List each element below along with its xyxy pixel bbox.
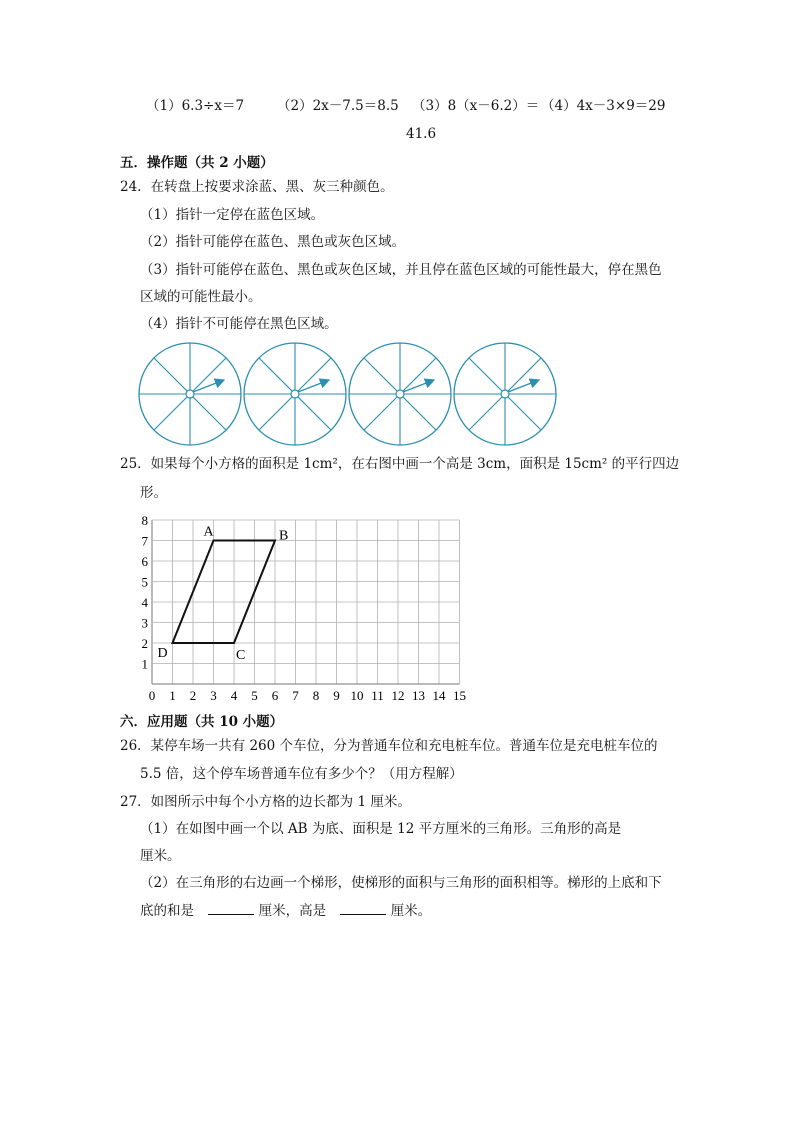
q27-part2-line-1: （2）在三角形的右边画一个梯形，使梯形的面积与三角形的面积相等。梯形的上底和下	[140, 875, 662, 891]
vertex-label-A: A	[203, 524, 214, 540]
x-tick-label: 3	[210, 688, 217, 703]
x-tick-label: 15	[453, 688, 466, 703]
answer-blank-height[interactable]	[340, 902, 386, 915]
q24-item-2: （2）指针可能停在蓝色、黑色或灰色区域。	[140, 234, 406, 250]
spinner-4	[454, 343, 556, 445]
q26-line-1: 26．某停车场一共有 260 个车位，分为普通车位和充电桩车位。普通车位是充电桩车位的	[120, 738, 658, 754]
section-5-title: 五．操作题（共 2 小题）	[120, 155, 274, 171]
q26-line-2: 5.5 倍，这个停车场普通车位有多少个？（用方程解）	[140, 766, 463, 782]
q27-stem: 27．如图所示中每个小方格的边长都为 1 厘米。	[120, 794, 411, 810]
section-6-title: 六．应用题（共 10 小题）	[120, 714, 284, 730]
vertex-label-C: C	[236, 648, 246, 663]
vertex-label-B: B	[279, 528, 289, 544]
x-tick-label: 12	[391, 688, 405, 703]
x-tick-label: 6	[271, 688, 279, 703]
q27-part1-line-2: 厘米。	[140, 848, 181, 864]
spinner-wheels	[136, 340, 562, 450]
y-tick-label: 6	[141, 554, 148, 569]
x-tick-label: 4	[230, 688, 238, 703]
q27-part2-line-2	[140, 902, 431, 920]
x-tick-label: 13	[412, 688, 425, 703]
x-tick-label: 1	[169, 688, 176, 703]
x-tick-label: 8	[312, 688, 320, 703]
y-tick-label: 7	[141, 533, 148, 549]
q24-item-3: （3）指针可能停在蓝色、黑色或灰色区域，并且停在蓝色区域的可能性最大，停在黑色	[140, 262, 662, 278]
y-tick-label: 2	[141, 636, 148, 651]
q25-line-1: 25．如果每个小方格的面积是 1cm²，在右图中画一个高是 3cm，面积是 15cm² 的平行四边	[120, 456, 680, 472]
y-tick-label: 8	[141, 513, 148, 528]
q24-item-4: （4）指针不可能停在黑色区域。	[140, 316, 338, 332]
equation-1: （1）6.3÷x＝7	[146, 98, 245, 114]
coordinate-grid	[140, 508, 480, 708]
x-tick-label: 2	[189, 688, 197, 703]
x-tick-label: 14	[432, 688, 446, 703]
q27-part1-line-1: （1）在如图中画一个以 AB 为底、面积是 12 平方厘米的三角形。三角形的高是	[140, 821, 622, 837]
equation-3-continuation: 41.6	[406, 126, 437, 142]
y-tick-label: 4	[141, 595, 148, 610]
x-tick-label: 11	[371, 688, 384, 703]
q25-line-2: 形。	[140, 485, 167, 501]
grid-tick-labels	[142, 513, 467, 703]
vertex-label-D: D	[157, 646, 168, 661]
q24-item-3-cont: 区域的可能性最小。	[140, 289, 262, 305]
spinner-2	[244, 343, 346, 445]
q27-text-unit: 厘米。	[390, 903, 432, 919]
q27-text-height: 厘米，高是	[258, 903, 327, 919]
x-tick-label: 5	[251, 688, 258, 703]
x-tick-label: 7	[292, 688, 299, 703]
x-tick-label: 9	[333, 688, 340, 703]
q24-item-1: （1）指针一定停在蓝色区域。	[140, 207, 325, 223]
x-tick-label: 0	[148, 688, 156, 703]
x-tick-label: 10	[350, 688, 364, 703]
y-tick-label: 3	[141, 615, 148, 631]
spinner-1	[139, 343, 241, 445]
spinner-3	[349, 343, 451, 445]
equation-2: （2）2x－7.5＝8.5	[277, 98, 399, 114]
equation-3: （3）8（x－6.2）＝	[412, 98, 540, 114]
y-tick-label: 5	[141, 574, 148, 590]
parallelogram-ABCD	[173, 541, 276, 644]
equation-4: （4）4x－3×9＝29	[541, 98, 666, 114]
q27-text-sum: 底的和是	[140, 903, 194, 919]
grid-lines	[152, 520, 460, 684]
q24-stem: 24．在转盘上按要求涂蓝、黑、灰三种颜色。	[120, 179, 394, 195]
y-tick-label: 1	[141, 656, 148, 672]
answer-blank-sum[interactable]	[208, 902, 254, 915]
